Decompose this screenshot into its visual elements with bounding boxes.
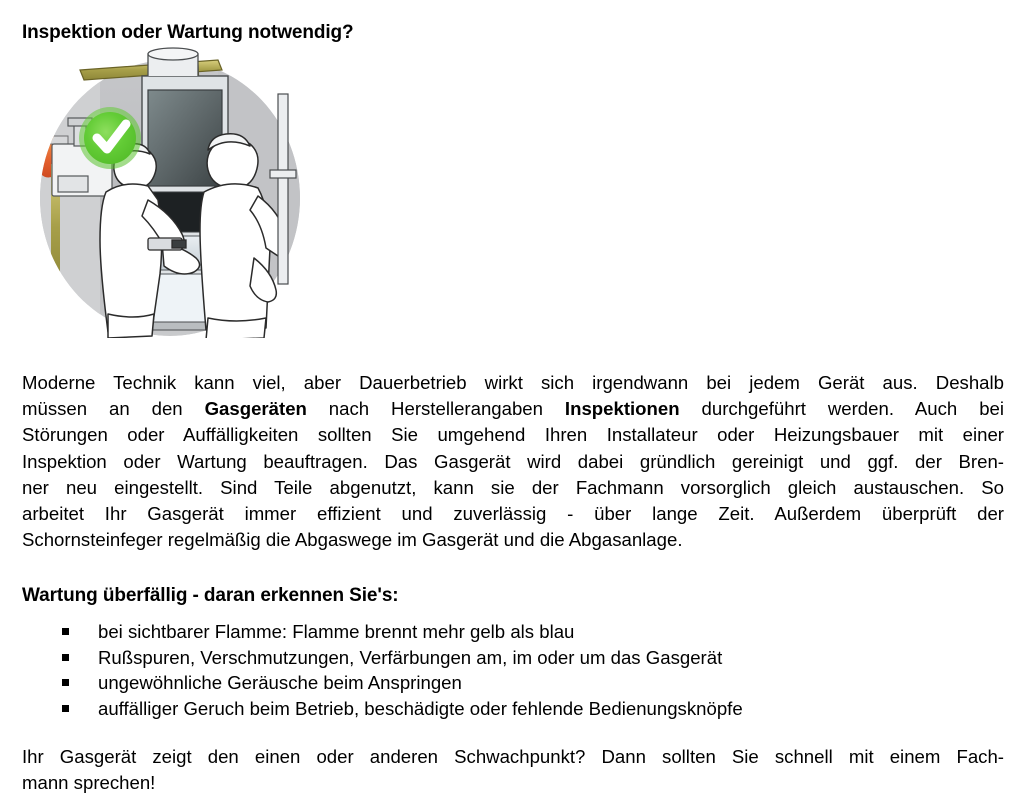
service-tool <box>148 238 186 250</box>
paragraph-line <box>22 449 1004 475</box>
list-item <box>62 645 992 671</box>
paragraph-line: Ihr Gasgerät zeigt den einen oder anderen Schwachpunkt? Dann sollten Sie schnell mit einem Fach- <box>22 746 1004 767</box>
list-item-label: bei sichtbarer Flamme: Flamme brennt mehr gelb als blau <box>98 621 575 642</box>
text-run: durchgeführt werden. Auch bei <box>679 398 1005 420</box>
text-run: arbeitet Ihr Gasgerät immer effizient und zuverlässig - über lange Zeit. Außerdem überprüft der <box>22 503 1004 525</box>
text-run: Inspektion oder Wartung beauftragen. Das Gasgerät wird dabei gründlich gereinigt und ggf. der Bren- <box>22 450 1004 472</box>
list-item <box>62 670 992 696</box>
paragraph-line <box>22 527 1004 553</box>
text-run: Störungen oder Auffälligkeiten sollten Sie umgehend Ihren Installateur oder Heizungsbauer mit einer <box>22 424 1004 446</box>
text-run: nach Herstellerangaben <box>306 398 565 420</box>
paragraph-line <box>22 396 1004 422</box>
list-item-label: ungewöhnliche Geräusche beim Anspringen <box>98 672 462 694</box>
paragraph-line: mann sprechen! <box>22 772 156 794</box>
text-run: müssen an den <box>22 398 205 420</box>
body-paragraph <box>22 370 1004 553</box>
text-run: ner neu eingestellt. Sind Teile abgenutzt, kann sie der Fachmann vorsorglich gleich austauschen. So <box>22 476 1004 498</box>
emphasis-term: Inspektionen <box>564 398 680 420</box>
paragraph-line <box>22 422 1004 448</box>
list-item-label: auffälliger Geruch beim Betrieb, beschädigte oder fehlende Bedienungsknöpfe <box>98 697 743 719</box>
boiler-inspection-illustration <box>22 46 322 338</box>
maintenance-signs-list <box>62 619 992 721</box>
list-item <box>62 696 992 722</box>
text-run: Moderne Technik kann viel, aber Dauerbetrieb wirkt sich irgendwann bei jedem Gerät aus. Deshalb <box>22 372 1004 393</box>
section-heading-maintenance-signs: Wartung überfällig - daran erkennen Sie's: <box>22 584 399 606</box>
list-item-label: Rußspuren, Verschmutzungen, Verfärbungen am, im oder um das Gasgerät <box>98 646 723 668</box>
green-check-circle-icon <box>79 107 141 169</box>
text-run: Schornsteinfeger regelmäßig die Abgaswege im Gasgerät und die Abgasanlage. <box>22 529 683 551</box>
emphasis-term: Gasgeräten <box>204 398 307 420</box>
paragraph-line <box>22 475 1004 501</box>
paragraph-line <box>22 501 1004 527</box>
paragraph-line <box>22 370 1004 396</box>
list-item <box>62 619 992 645</box>
closing-paragraph <box>22 744 1004 796</box>
page-title: Inspektion oder Wartung notwendig? <box>22 21 354 43</box>
